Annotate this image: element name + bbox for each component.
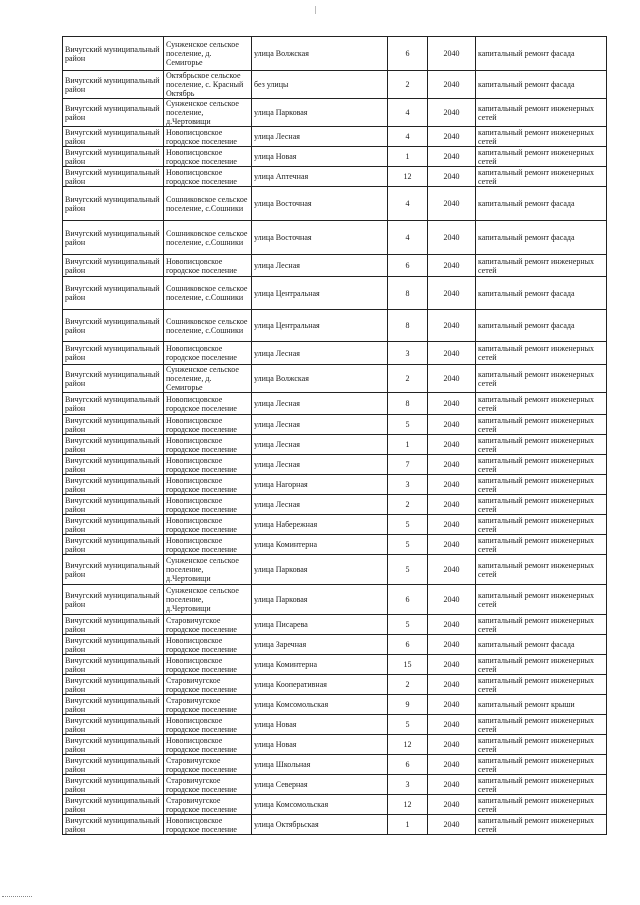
house-number-cell: 8 bbox=[388, 393, 428, 415]
work-type-cell: капитальный ремонт инженерных сетей bbox=[476, 147, 607, 167]
year-cell: 2040 bbox=[428, 815, 476, 835]
table-row bbox=[63, 277, 607, 310]
year-cell: 2040 bbox=[428, 655, 476, 675]
work-type-cell: капитальный ремонт инженерных сетей bbox=[476, 415, 607, 435]
settlement-cell: Сунженское сельское поселение, д.Чертовищи bbox=[164, 585, 252, 615]
street-cell: улица Лесная bbox=[252, 415, 388, 435]
house-number-cell: 1 bbox=[388, 435, 428, 455]
house-number-cell: 2 bbox=[388, 71, 428, 99]
table-row bbox=[63, 255, 607, 277]
year-cell: 2040 bbox=[428, 535, 476, 555]
settlement-cell: Старовичугское городское поселение bbox=[164, 615, 252, 635]
street-cell: улица Северная bbox=[252, 775, 388, 795]
street-cell: улица Лесная bbox=[252, 342, 388, 365]
table-row bbox=[63, 555, 607, 585]
house-number-cell: 6 bbox=[388, 755, 428, 775]
table-row bbox=[63, 535, 607, 555]
settlement-cell: Новописцовское городское поселение bbox=[164, 735, 252, 755]
district-cell: Вичугский муниципальный район bbox=[63, 675, 164, 695]
district-cell: Вичугский муниципальный район bbox=[63, 99, 164, 127]
table-row bbox=[63, 187, 607, 221]
street-cell: улица Парковая bbox=[252, 585, 388, 615]
work-type-cell: капитальный ремонт инженерных сетей bbox=[476, 167, 607, 187]
year-cell: 2040 bbox=[428, 755, 476, 775]
settlement-cell: Старовичугское городское поселение bbox=[164, 775, 252, 795]
table-row bbox=[63, 99, 607, 127]
settlement-cell: Новописцовское городское поселение bbox=[164, 127, 252, 147]
street-cell: улица Лесная bbox=[252, 495, 388, 515]
district-cell: Вичугский муниципальный район bbox=[63, 655, 164, 675]
settlement-cell: Старовичугское городское поселение bbox=[164, 675, 252, 695]
table-row bbox=[63, 755, 607, 775]
house-number-cell: 2 bbox=[388, 365, 428, 393]
table-row bbox=[63, 715, 607, 735]
table-row bbox=[63, 515, 607, 535]
year-cell: 2040 bbox=[428, 365, 476, 393]
street-cell: улица Кооперативная bbox=[252, 675, 388, 695]
work-type-cell: капитальный ремонт фасада bbox=[476, 221, 607, 255]
district-cell: Вичугский муниципальный район bbox=[63, 37, 164, 71]
work-type-cell: капитальный ремонт инженерных сетей bbox=[476, 435, 607, 455]
district-cell: Вичугский муниципальный район bbox=[63, 393, 164, 415]
table-row bbox=[63, 815, 607, 835]
table-row bbox=[63, 221, 607, 255]
settlement-cell: Новописцовское городское поселение bbox=[164, 167, 252, 187]
year-cell: 2040 bbox=[428, 775, 476, 795]
settlement-cell: Новописцовское городское поселение bbox=[164, 475, 252, 495]
year-cell: 2040 bbox=[428, 455, 476, 475]
house-number-cell: 7 bbox=[388, 455, 428, 475]
settlement-cell: Сошниковское сельское поселение, с.Сошники bbox=[164, 277, 252, 310]
settlement-cell: Сунженское сельское поселение, д. Семигорье bbox=[164, 37, 252, 71]
settlement-cell: Октябрьское сельское поселение, с. Красный Октябрь bbox=[164, 71, 252, 99]
table-row bbox=[63, 310, 607, 342]
scan-artifact bbox=[315, 6, 316, 14]
work-type-cell: капитальный ремонт инженерных сетей bbox=[476, 585, 607, 615]
street-cell: улица Заречная bbox=[252, 635, 388, 655]
year-cell: 2040 bbox=[428, 127, 476, 147]
street-cell: улица Коминтерна bbox=[252, 655, 388, 675]
year-cell: 2040 bbox=[428, 695, 476, 715]
settlement-cell: Сошниковское сельское поселение, с.Сошники bbox=[164, 187, 252, 221]
district-cell: Вичугский муниципальный район bbox=[63, 71, 164, 99]
settlement-cell: Сошниковское сельское поселение, с.Сошники bbox=[164, 310, 252, 342]
work-type-cell: капитальный ремонт инженерных сетей bbox=[476, 535, 607, 555]
house-number-cell: 5 bbox=[388, 715, 428, 735]
table-row bbox=[63, 455, 607, 475]
settlement-cell: Новописцовское городское поселение bbox=[164, 255, 252, 277]
house-number-cell: 4 bbox=[388, 99, 428, 127]
table-row bbox=[63, 37, 607, 71]
work-type-cell: капитальный ремонт инженерных сетей bbox=[476, 775, 607, 795]
street-cell: без улицы bbox=[252, 71, 388, 99]
house-number-cell: 3 bbox=[388, 775, 428, 795]
year-cell: 2040 bbox=[428, 393, 476, 415]
table-row bbox=[63, 675, 607, 695]
work-type-cell: капитальный ремонт фасада bbox=[476, 71, 607, 99]
district-cell: Вичугский муниципальный район bbox=[63, 535, 164, 555]
settlement-cell: Новописцовское городское поселение bbox=[164, 495, 252, 515]
settlement-cell: Новописцовское городское поселение bbox=[164, 715, 252, 735]
street-cell: улица Лесная bbox=[252, 127, 388, 147]
street-cell: улица Лесная bbox=[252, 255, 388, 277]
scan-artifact-bottom bbox=[2, 896, 32, 898]
street-cell: улица Волжская bbox=[252, 37, 388, 71]
house-number-cell: 5 bbox=[388, 535, 428, 555]
table-row bbox=[63, 393, 607, 415]
table-row bbox=[63, 775, 607, 795]
year-cell: 2040 bbox=[428, 715, 476, 735]
work-type-cell: капитальный ремонт инженерных сетей bbox=[476, 555, 607, 585]
settlement-cell: Старовичугское городское поселение bbox=[164, 695, 252, 715]
work-type-cell: капитальный ремонт инженерных сетей bbox=[476, 393, 607, 415]
district-cell: Вичугский муниципальный район bbox=[63, 495, 164, 515]
table-row bbox=[63, 147, 607, 167]
settlement-cell: Сошниковское сельское поселение, с.Сошники bbox=[164, 221, 252, 255]
street-cell: улица Волжская bbox=[252, 365, 388, 393]
year-cell: 2040 bbox=[428, 675, 476, 695]
street-cell: улица Новая bbox=[252, 147, 388, 167]
district-cell: Вичугский муниципальный район bbox=[63, 555, 164, 585]
work-type-cell: капитальный ремонт инженерных сетей bbox=[476, 515, 607, 535]
table-row bbox=[63, 735, 607, 755]
house-number-cell: 2 bbox=[388, 675, 428, 695]
house-number-cell: 6 bbox=[388, 37, 428, 71]
settlement-cell: Старовичугское городское поселение bbox=[164, 755, 252, 775]
street-cell: улица Новая bbox=[252, 715, 388, 735]
street-cell: улица Парковая bbox=[252, 555, 388, 585]
settlement-cell: Новописцовское городское поселение bbox=[164, 455, 252, 475]
year-cell: 2040 bbox=[428, 277, 476, 310]
house-number-cell: 4 bbox=[388, 127, 428, 147]
year-cell: 2040 bbox=[428, 585, 476, 615]
house-number-cell: 8 bbox=[388, 310, 428, 342]
work-type-cell: капитальный ремонт фасада bbox=[476, 277, 607, 310]
year-cell: 2040 bbox=[428, 475, 476, 495]
work-type-cell: капитальный ремонт фасада bbox=[476, 635, 607, 655]
street-cell: улица Школьная bbox=[252, 755, 388, 775]
settlement-cell: Новописцовское городское поселение bbox=[164, 342, 252, 365]
repair-schedule-table bbox=[62, 36, 607, 835]
district-cell: Вичугский муниципальный район bbox=[63, 735, 164, 755]
settlement-cell: Новописцовское городское поселение bbox=[164, 147, 252, 167]
year-cell: 2040 bbox=[428, 435, 476, 455]
settlement-cell: Старовичугское городское поселение bbox=[164, 795, 252, 815]
table-row bbox=[63, 435, 607, 455]
table-row bbox=[63, 655, 607, 675]
year-cell: 2040 bbox=[428, 37, 476, 71]
district-cell: Вичугский муниципальный район bbox=[63, 277, 164, 310]
house-number-cell: 12 bbox=[388, 735, 428, 755]
year-cell: 2040 bbox=[428, 555, 476, 585]
work-type-cell: капитальный ремонт крыши bbox=[476, 695, 607, 715]
work-type-cell: капитальный ремонт инженерных сетей bbox=[476, 735, 607, 755]
district-cell: Вичугский муниципальный район bbox=[63, 435, 164, 455]
house-number-cell: 1 bbox=[388, 815, 428, 835]
year-cell: 2040 bbox=[428, 515, 476, 535]
table-row bbox=[63, 342, 607, 365]
district-cell: Вичугский муниципальный район bbox=[63, 365, 164, 393]
house-number-cell: 8 bbox=[388, 277, 428, 310]
district-cell: Вичугский муниципальный район bbox=[63, 635, 164, 655]
work-type-cell: капитальный ремонт инженерных сетей bbox=[476, 342, 607, 365]
street-cell: улица Центральная bbox=[252, 277, 388, 310]
street-cell: улица Октябрьская bbox=[252, 815, 388, 835]
district-cell: Вичугский муниципальный район bbox=[63, 795, 164, 815]
district-cell: Вичугский муниципальный район bbox=[63, 310, 164, 342]
work-type-cell: капитальный ремонт инженерных сетей bbox=[476, 127, 607, 147]
year-cell: 2040 bbox=[428, 615, 476, 635]
house-number-cell: 5 bbox=[388, 615, 428, 635]
district-cell: Вичугский муниципальный район bbox=[63, 127, 164, 147]
district-cell: Вичугский муниципальный район bbox=[63, 221, 164, 255]
table-row bbox=[63, 585, 607, 615]
district-cell: Вичугский муниципальный район bbox=[63, 147, 164, 167]
work-type-cell: капитальный ремонт инженерных сетей bbox=[476, 475, 607, 495]
work-type-cell: капитальный ремонт инженерных сетей bbox=[476, 715, 607, 735]
district-cell: Вичугский муниципальный район bbox=[63, 615, 164, 635]
street-cell: улица Комсомольская bbox=[252, 695, 388, 715]
district-cell: Вичугский муниципальный район bbox=[63, 415, 164, 435]
street-cell: улица Лесная bbox=[252, 393, 388, 415]
settlement-cell: Новописцовское городское поселение bbox=[164, 393, 252, 415]
settlement-cell: Новописцовское городское поселение bbox=[164, 415, 252, 435]
district-cell: Вичугский муниципальный район bbox=[63, 715, 164, 735]
work-type-cell: капитальный ремонт инженерных сетей bbox=[476, 455, 607, 475]
settlement-cell: Новописцовское городское поселение bbox=[164, 815, 252, 835]
house-number-cell: 5 bbox=[388, 555, 428, 585]
year-cell: 2040 bbox=[428, 735, 476, 755]
table-row bbox=[63, 415, 607, 435]
table-row bbox=[63, 795, 607, 815]
house-number-cell: 12 bbox=[388, 167, 428, 187]
street-cell: улица Коминтерна bbox=[252, 535, 388, 555]
district-cell: Вичугский муниципальный район bbox=[63, 515, 164, 535]
house-number-cell: 2 bbox=[388, 495, 428, 515]
settlement-cell: Сунженское сельское поселение, д.Чертовищи bbox=[164, 555, 252, 585]
table-row bbox=[63, 127, 607, 147]
work-type-cell: капитальный ремонт инженерных сетей bbox=[476, 615, 607, 635]
house-number-cell: 3 bbox=[388, 475, 428, 495]
work-type-cell: капитальный ремонт фасада bbox=[476, 37, 607, 71]
street-cell: улица Комсомольская bbox=[252, 795, 388, 815]
table-row bbox=[63, 695, 607, 715]
street-cell: улица Лесная bbox=[252, 435, 388, 455]
house-number-cell: 4 bbox=[388, 187, 428, 221]
table-row bbox=[63, 475, 607, 495]
settlement-cell: Сунженское сельское поселение, д.Чертовищи bbox=[164, 99, 252, 127]
year-cell: 2040 bbox=[428, 187, 476, 221]
work-type-cell: капитальный ремонт инженерных сетей bbox=[476, 755, 607, 775]
district-cell: Вичугский муниципальный район bbox=[63, 167, 164, 187]
house-number-cell: 6 bbox=[388, 635, 428, 655]
work-type-cell: капитальный ремонт инженерных сетей bbox=[476, 255, 607, 277]
work-type-cell: капитальный ремонт инженерных сетей bbox=[476, 655, 607, 675]
table-row bbox=[63, 167, 607, 187]
table-row bbox=[63, 365, 607, 393]
house-number-cell: 9 bbox=[388, 695, 428, 715]
district-cell: Вичугский муниципальный район bbox=[63, 342, 164, 365]
house-number-cell: 6 bbox=[388, 585, 428, 615]
street-cell: улица Аптечная bbox=[252, 167, 388, 187]
settlement-cell: Новописцовское городское поселение bbox=[164, 435, 252, 455]
street-cell: улица Восточная bbox=[252, 221, 388, 255]
work-type-cell: капитальный ремонт инженерных сетей bbox=[476, 795, 607, 815]
district-cell: Вичугский муниципальный район bbox=[63, 475, 164, 495]
table-row bbox=[63, 495, 607, 515]
district-cell: Вичугский муниципальный район bbox=[63, 815, 164, 835]
house-number-cell: 15 bbox=[388, 655, 428, 675]
year-cell: 2040 bbox=[428, 795, 476, 815]
street-cell: улица Набережная bbox=[252, 515, 388, 535]
work-type-cell: капитальный ремонт инженерных сетей bbox=[476, 495, 607, 515]
district-cell: Вичугский муниципальный район bbox=[63, 775, 164, 795]
street-cell: улица Писарева bbox=[252, 615, 388, 635]
street-cell: улица Лесная bbox=[252, 455, 388, 475]
year-cell: 2040 bbox=[428, 415, 476, 435]
street-cell: улица Центральная bbox=[252, 310, 388, 342]
house-number-cell: 5 bbox=[388, 415, 428, 435]
settlement-cell: Сунженское сельское поселение, д. Семигорье bbox=[164, 365, 252, 393]
year-cell: 2040 bbox=[428, 255, 476, 277]
year-cell: 2040 bbox=[428, 71, 476, 99]
house-number-cell: 12 bbox=[388, 795, 428, 815]
district-cell: Вичугский муниципальный район bbox=[63, 585, 164, 615]
settlement-cell: Новописцовское городское поселение bbox=[164, 535, 252, 555]
year-cell: 2040 bbox=[428, 495, 476, 515]
district-cell: Вичугский муниципальный район bbox=[63, 455, 164, 475]
house-number-cell: 1 bbox=[388, 147, 428, 167]
district-cell: Вичугский муниципальный район bbox=[63, 187, 164, 221]
work-type-cell: капитальный ремонт инженерных сетей bbox=[476, 99, 607, 127]
house-number-cell: 3 bbox=[388, 342, 428, 365]
house-number-cell: 6 bbox=[388, 255, 428, 277]
table-row bbox=[63, 635, 607, 655]
work-type-cell: капитальный ремонт инженерных сетей bbox=[476, 815, 607, 835]
work-type-cell: капитальный ремонт инженерных сетей bbox=[476, 675, 607, 695]
work-type-cell: капитальный ремонт инженерных сетей bbox=[476, 365, 607, 393]
street-cell: улица Восточная bbox=[252, 187, 388, 221]
year-cell: 2040 bbox=[428, 342, 476, 365]
year-cell: 2040 bbox=[428, 635, 476, 655]
table-body bbox=[63, 37, 607, 835]
settlement-cell: Новописцовское городское поселение bbox=[164, 655, 252, 675]
year-cell: 2040 bbox=[428, 167, 476, 187]
year-cell: 2040 bbox=[428, 221, 476, 255]
year-cell: 2040 bbox=[428, 147, 476, 167]
settlement-cell: Новописцовское городское поселение bbox=[164, 635, 252, 655]
street-cell: улица Парковая bbox=[252, 99, 388, 127]
work-type-cell: капитальный ремонт фасада bbox=[476, 310, 607, 342]
table-row bbox=[63, 615, 607, 635]
work-type-cell: капитальный ремонт фасада bbox=[476, 187, 607, 221]
year-cell: 2040 bbox=[428, 310, 476, 342]
district-cell: Вичугский муниципальный район bbox=[63, 755, 164, 775]
street-cell: улица Нагорная bbox=[252, 475, 388, 495]
house-number-cell: 5 bbox=[388, 515, 428, 535]
settlement-cell: Новописцовское городское поселение bbox=[164, 515, 252, 535]
street-cell: улица Новая bbox=[252, 735, 388, 755]
district-cell: Вичугский муниципальный район bbox=[63, 695, 164, 715]
district-cell: Вичугский муниципальный район bbox=[63, 255, 164, 277]
year-cell: 2040 bbox=[428, 99, 476, 127]
table-row bbox=[63, 71, 607, 99]
house-number-cell: 4 bbox=[388, 221, 428, 255]
